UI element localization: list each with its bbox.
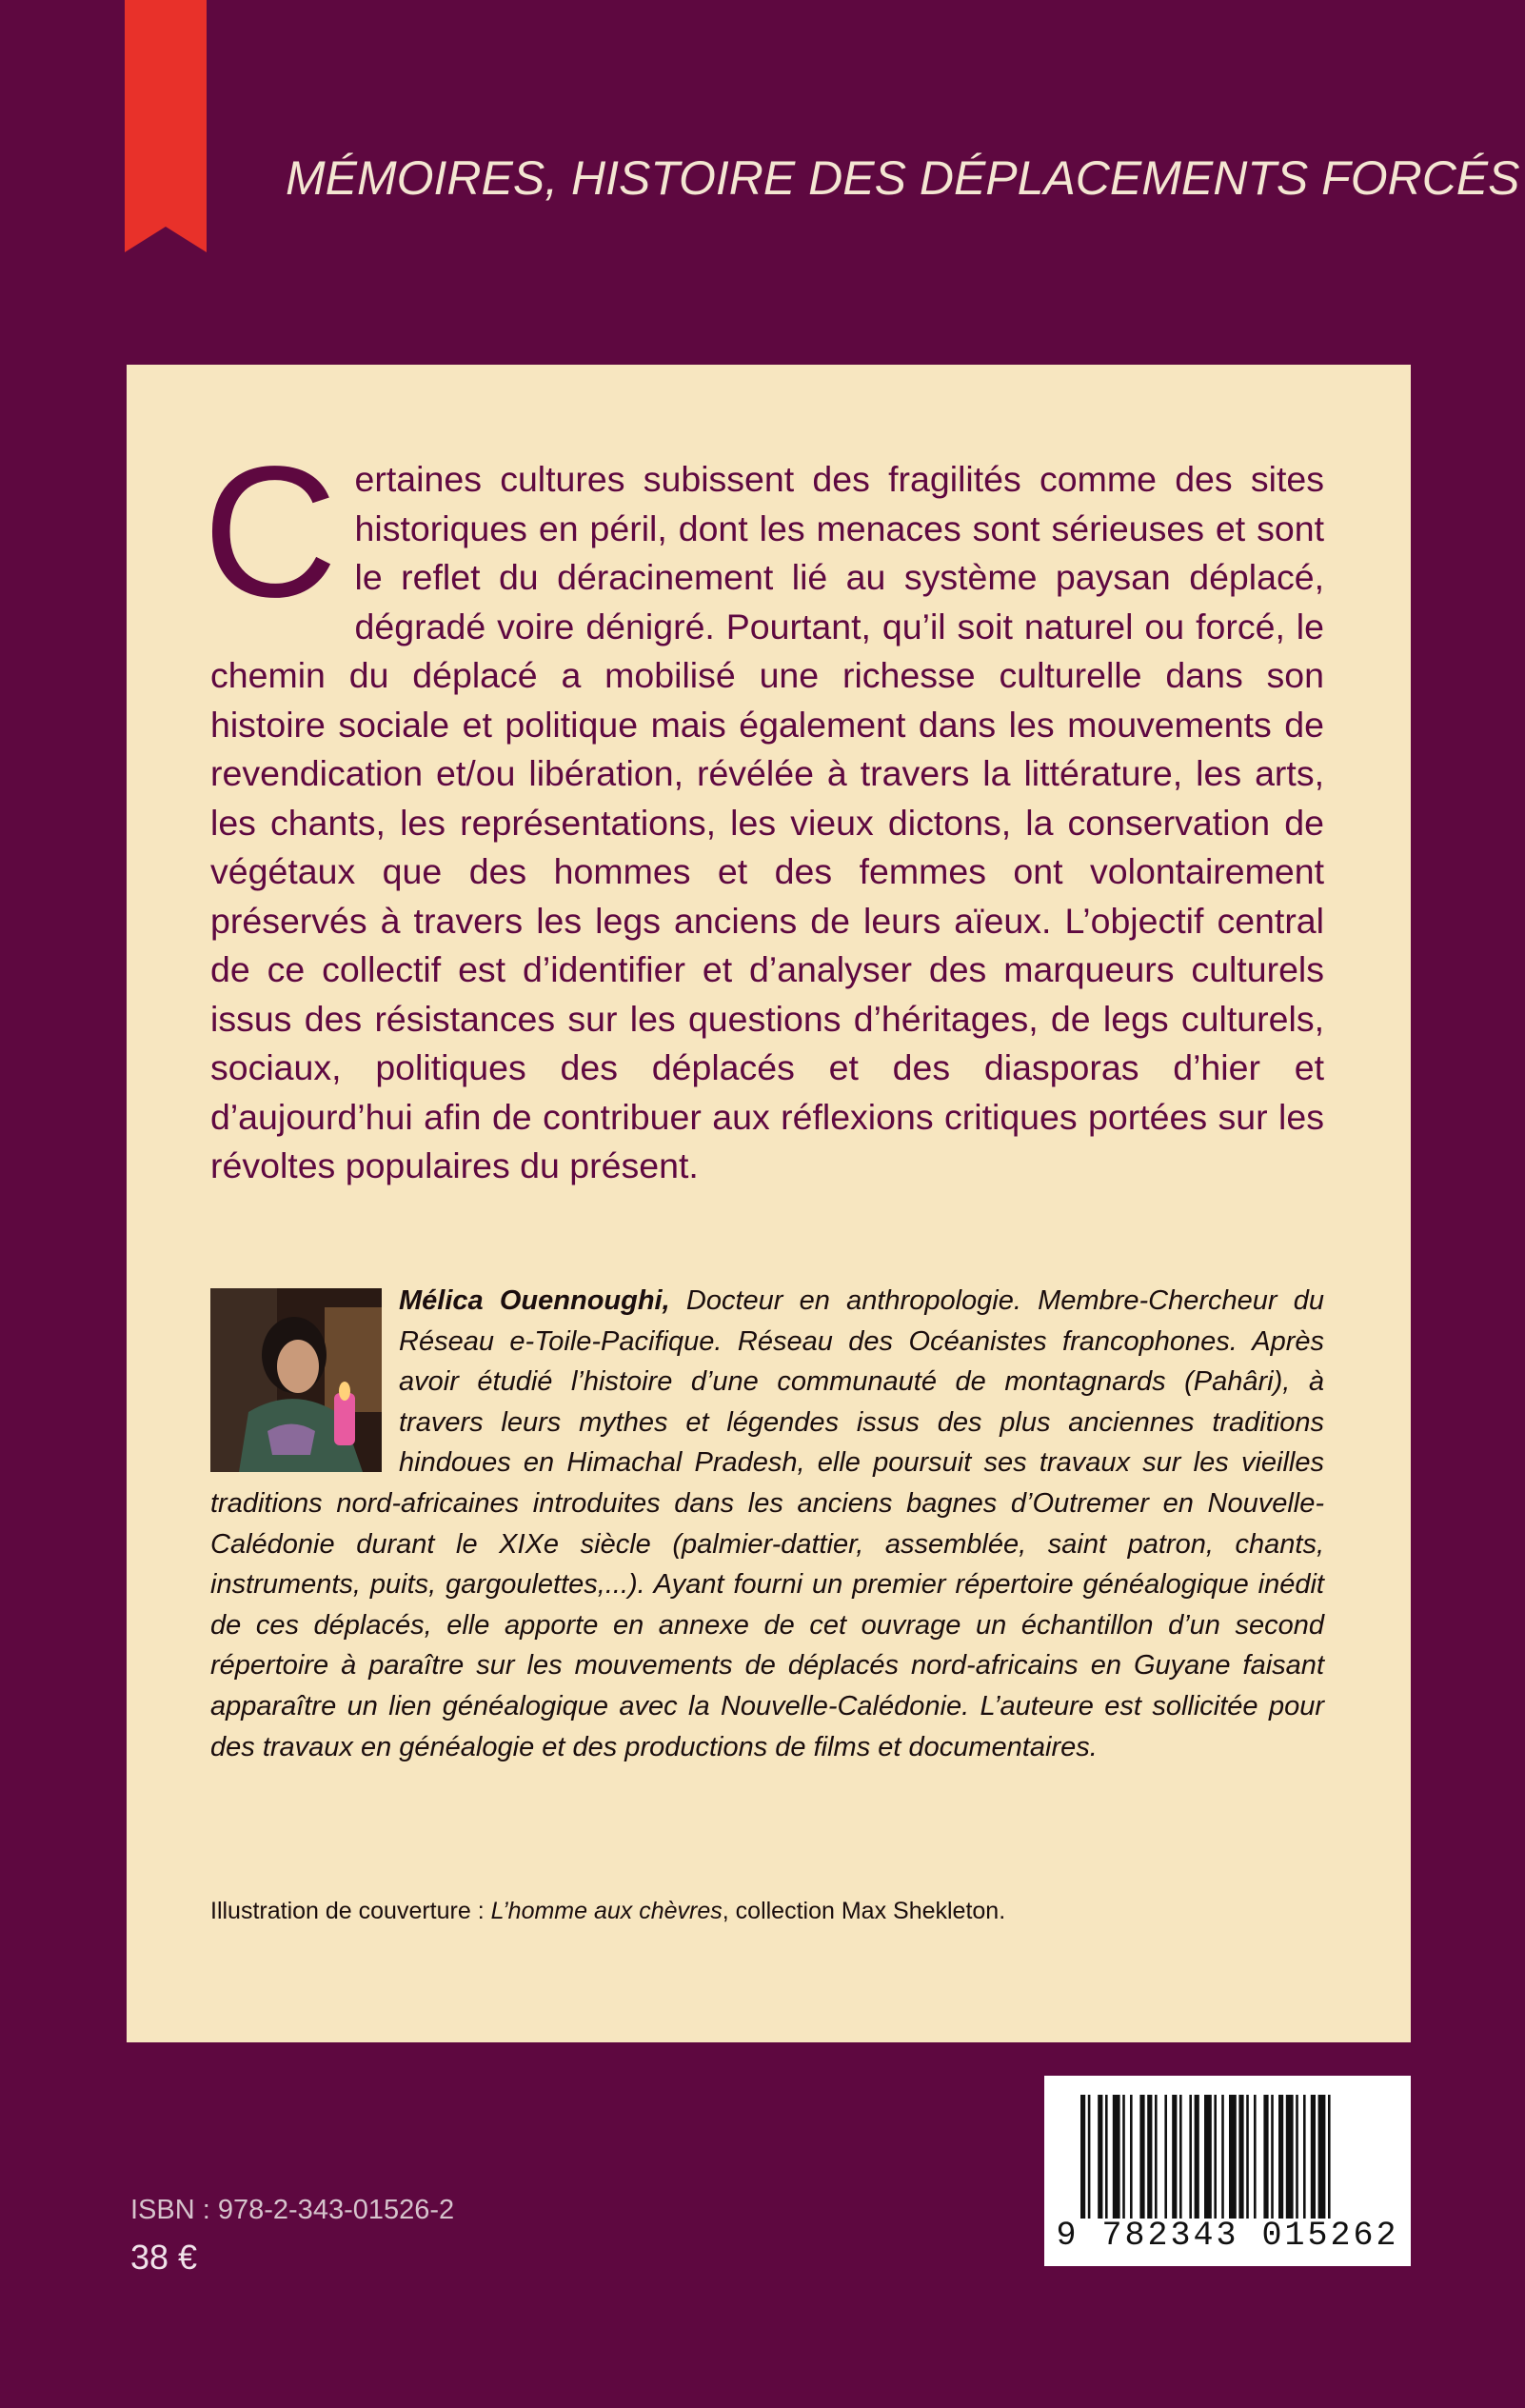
price: 38 € bbox=[130, 2238, 198, 2277]
barcode-bars bbox=[1080, 2095, 1385, 2219]
isbn: ISBN : 978-2-343-01526-2 bbox=[130, 2195, 455, 2225]
book-summary bbox=[203, 428, 1324, 1191]
drop-cap: C bbox=[203, 428, 338, 636]
bookmark-ribbon bbox=[125, 0, 207, 252]
author-name: Mélica Ouennoughi, bbox=[399, 1285, 670, 1316]
summary-text: ertaines cultures subissent des fragilités comme des sites historiques en péril, dont les menaces sont sérieuses et sont le reflet du déracinement lié au système paysan déplacé, dégradé voire dénigré. Pourtant, qu’il soit naturel ou forcé, le chemin du déplacé a mobilisé une richesse culturelle dans son histoire sociale et politique mais également dans les mouvements de revendication et/ou libération, révélée à travers la littérature, les arts, les chants, les représentations, les vieux dictons, la conservation de végétaux que des hommes et des femmes ont volontairement préservés à travers les legs anciens de leurs aïeux. L’objectif central de ce collectif est d’identifier et d’analyser des marqueurs culturels issus des résistances sur les questions d’héritages, de legs culturels, sociaux, politiques des déplacés et des diasporas d’hier et d’aujourd’hui afin de contribuer aux réflexions critiques portées sur les révoltes populaires du présent. bbox=[210, 459, 1324, 1185]
content-panel bbox=[127, 365, 1411, 2042]
credit-suffix: , collection Max Shekleton. bbox=[722, 1898, 1006, 1924]
credit-prefix: Illustration de couverture : bbox=[210, 1898, 491, 1924]
barcode-number: 9 782343 015262 bbox=[1056, 2217, 1399, 2255]
cover-credit bbox=[210, 1896, 1324, 1926]
author-bio-text: Docteur en anthropologie. Membre-Chercheur du Réseau e-Toile-Pacifique. Réseau des Océanistes francophones. Après avoir étudié l’histoire d’une communauté de montagnards (Pahâri), à travers leurs mythes et légendes issus des plus anciennes traditions hindoues en Himachal Pradesh, elle poursuit ses travaux sur les vieilles traditions nord-africaines introduites dans les anciens bagnes d’Outremer en Nouvelle-Calédonie durant le XIXe siècle (palmier-dattier, assemblée, saint patron, chants, instruments, puits, gargoulettes,...). Ayant fourni un premier répertoire généalogique inédit de ces déplacés, elle apporte en annexe de cet ouvrage un échantillon d’un second répertoire à paraître sur les mouvements de déplacés nord-africains en Guyane faisant apparaître un lien généalogique avec la Nouvelle-Calédonie. L’auteure est sollicitée pour des travaux en généalogie et des productions de films et documentaires. bbox=[210, 1285, 1324, 1762]
credit-title: L’homme aux chèvres bbox=[490, 1898, 723, 1924]
series-title: MÉMOIRES, HISTOIRE DES DÉPLACEMENTS FORCÉS bbox=[286, 151, 1520, 205]
author-bio bbox=[210, 1281, 1324, 1767]
barcode bbox=[1044, 2076, 1411, 2266]
